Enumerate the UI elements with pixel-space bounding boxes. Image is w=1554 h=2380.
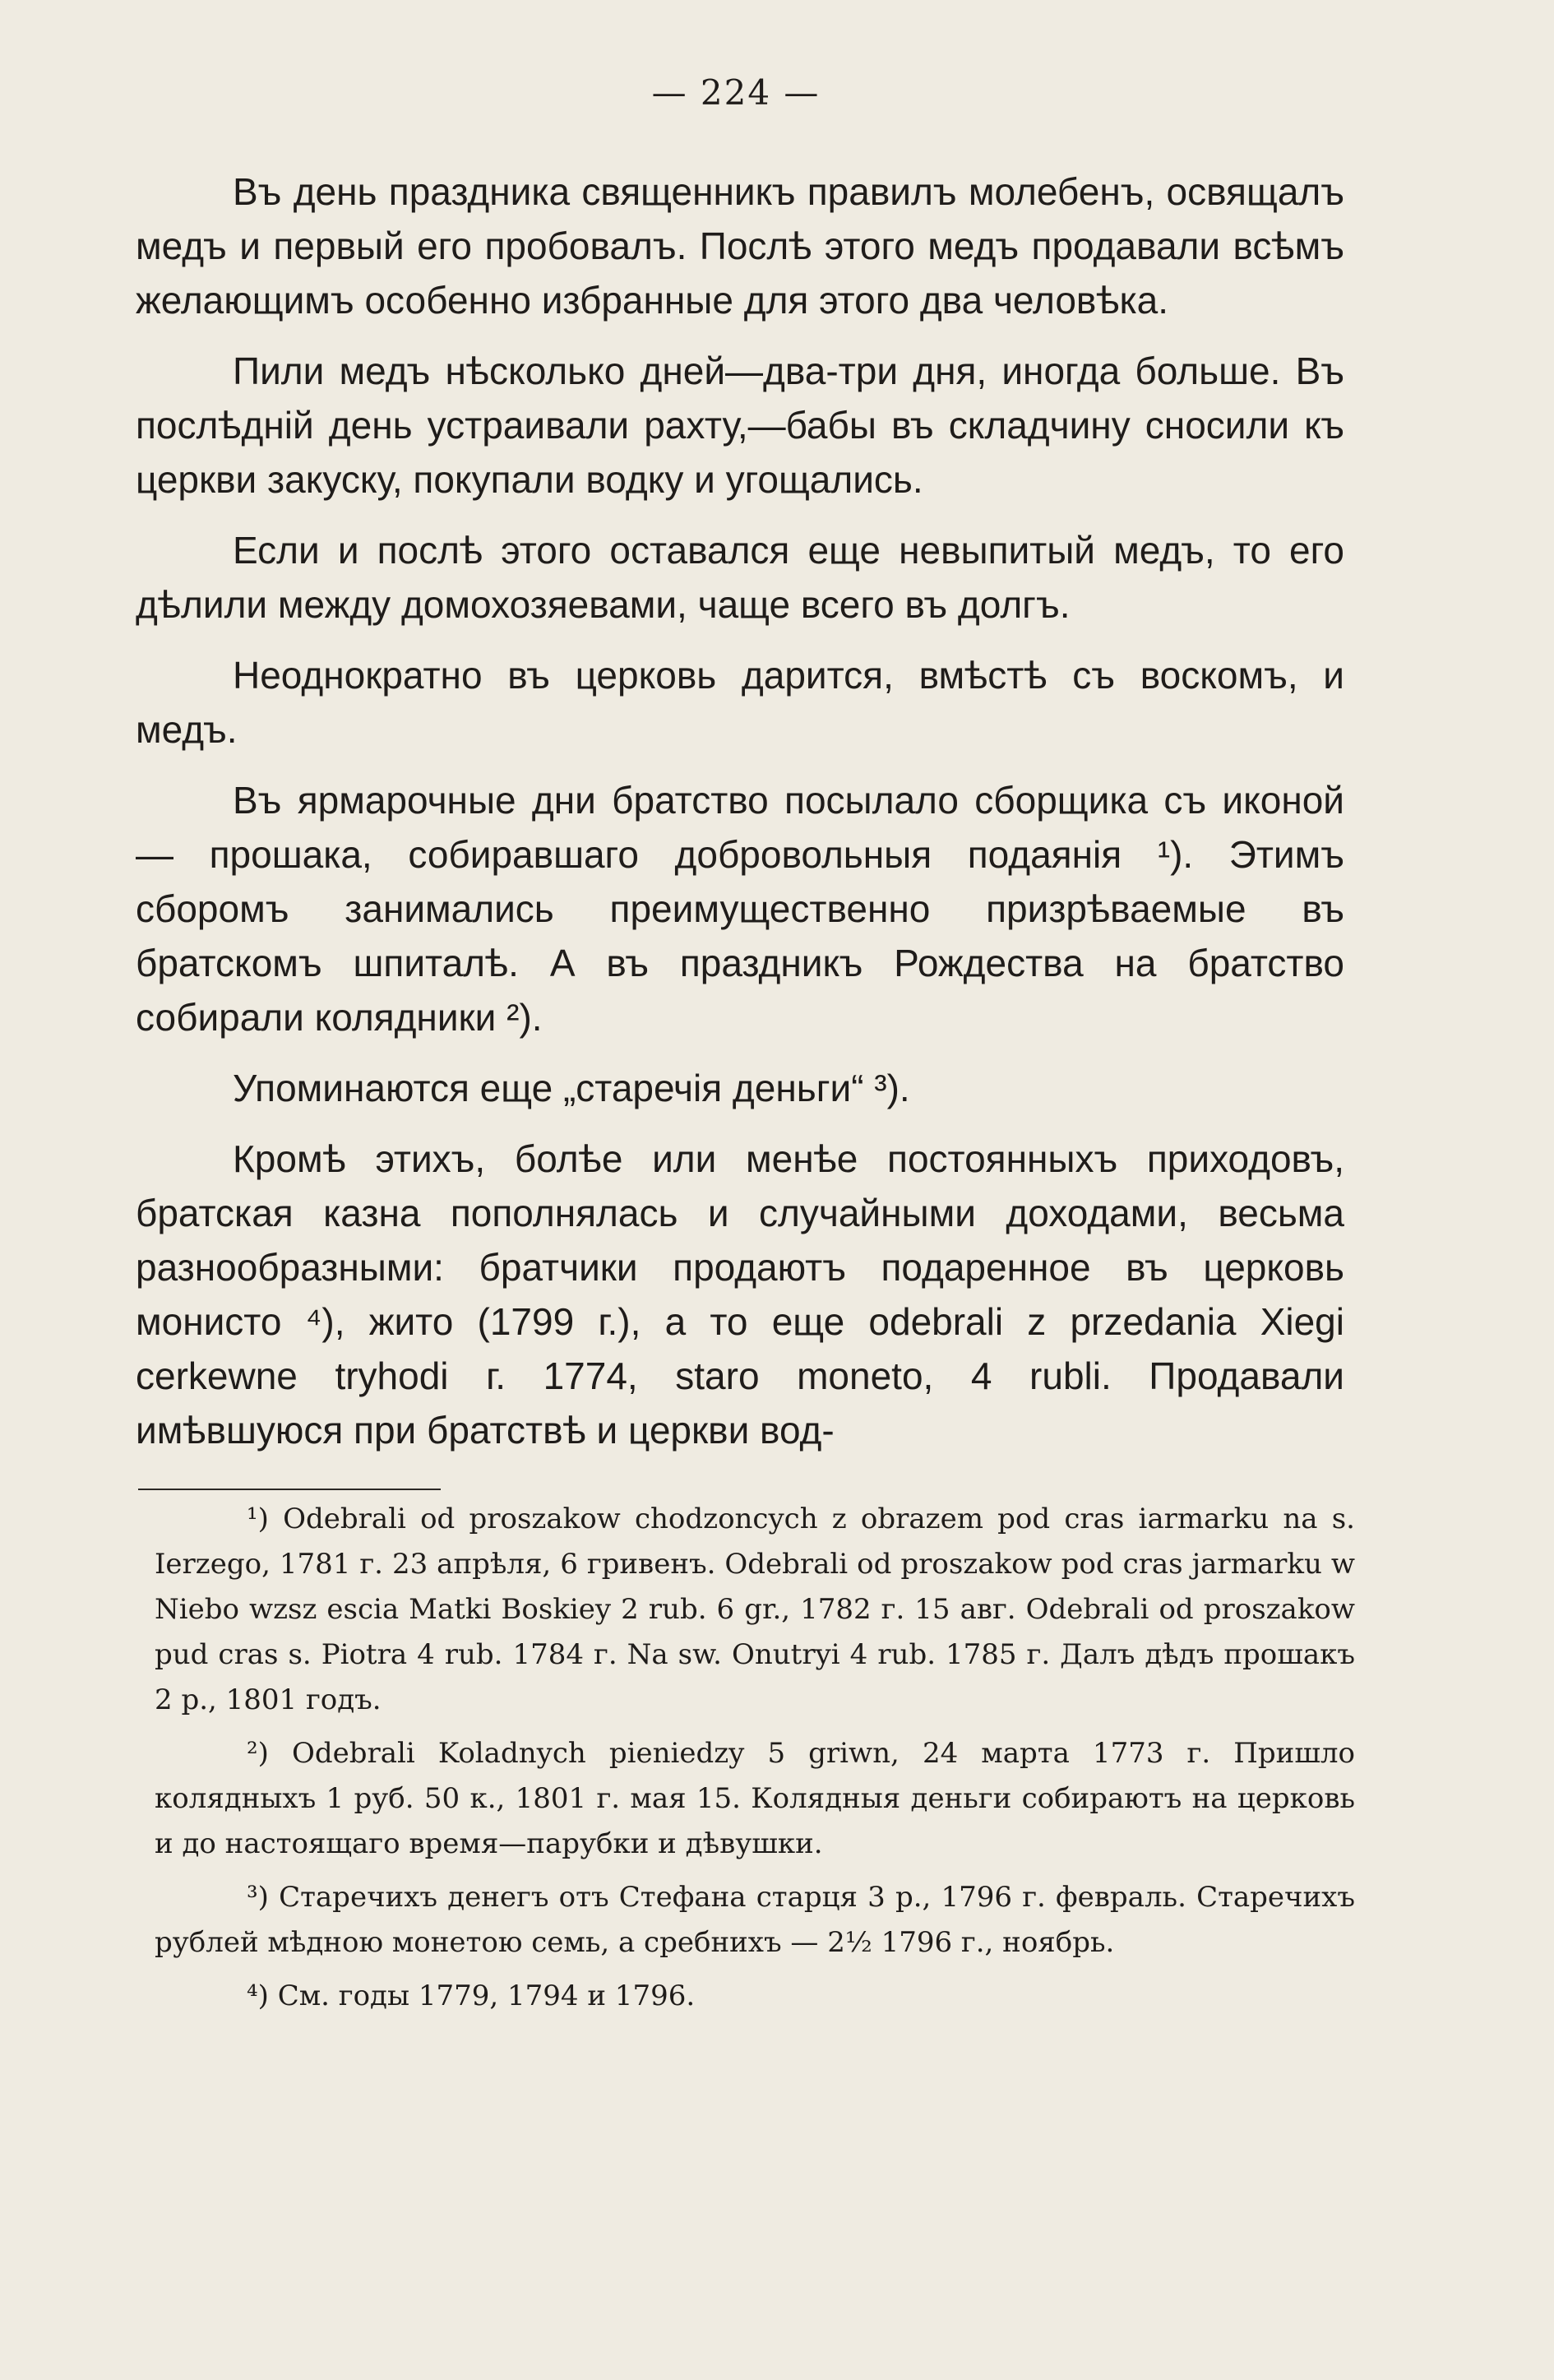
paragraph: Въ ярмарочные дни братство посылало сборщика съ иконой — прошака, собиравшаго добровольныя подаянiя ¹). Этимъ сборомъ занимались преимущественно призрѣваемые въ братскомъ шпиталѣ. А въ праздникъ Рождества на братство собирали колядники ²). [136, 779, 1344, 1039]
page-number: — 224 — [651, 72, 821, 113]
footnotes [155, 1497, 1355, 2027]
footnote: ⁴) См. годы 1779, 1794 и 1796. [247, 1979, 696, 2012]
footnote: ¹) Odebrali od proszakow chodzoncych z obrazem pod cras iarmarku na s. Ierzego, 1781 г. 23 апрѣля, 6 гривенъ. Odebrali od proszakow pod cras jarmarku w Niebo wzsz escia Matki Boskiey 2 rub. 6 gr., 1782 г. 15 авг. Odebrali od proszakow pud cras s. Piotra 4 rub. 1784 г. Na sw. Onutryi 4 rub. 1785 г. Далъ дѣдъ прошакъ 2 р., 1801 годъ. [155, 1503, 1355, 1716]
footnote-divider [138, 1489, 441, 1490]
footnote: ³) Старечихъ денегъ отъ Стефана старця 3 р., 1796 г. февраль. Старечихъ рублей мѣдною монетою семь, а сребнихъ — 2½ 1796 г., ноябрь. [155, 1881, 1355, 1959]
footnote: ²) Odebrali Koladnych pieniedzy 5 griwn, 24 марта 1773 г. Пришло колядныхъ 1 руб. 50 к., 1801 г. мая 15. Колядныя деньги собираютъ на церковь и до настоящаго время—парубки и дѣвушки. [155, 1737, 1355, 1860]
paragraph: Неоднократно въ церковь дарится, вмѣстѣ съ воскомъ, и медъ. [136, 654, 1344, 751]
paragraph: Пили медъ нѣсколько дней—два-три дня, иногда больше. Въ послѣднiй день устраивали рахту,—бабы въ складчину сносили къ церкви закуску, покупали водку и угощались. [136, 350, 1344, 501]
paragraph: Упоминаются еще „старечiя деньги“ ³). [233, 1067, 910, 1109]
paragraph: Если и послѣ этого оставался еще невыпитый медъ, то его дѣлили между домохозяевами, чаще всего въ долгъ. [136, 529, 1344, 626]
paragraph: Кромѣ этихъ, болѣе или менѣе постоянныхъ приходовъ, братская казна пополнялась и случайными доходами, весьма разнообразными: братчики продаютъ подаренное въ церковь монисто ⁴), жито (1799 г.), а то еще odebrali z przedania Xiegi cerkewne tryhodi г. 1774, staro moneto, 4 rubli. Продавали имѣвшуюся при братствѣ и церкви вод- [136, 1137, 1344, 1452]
paragraph: Въ день праздника священникъ правилъ молебенъ, освящалъ медъ и первый его пробовалъ. Послѣ этого медъ продавали всѣмъ желающимъ особенно избранные для этого два человѣка. [136, 170, 1344, 322]
main-text [136, 164, 1344, 1474]
